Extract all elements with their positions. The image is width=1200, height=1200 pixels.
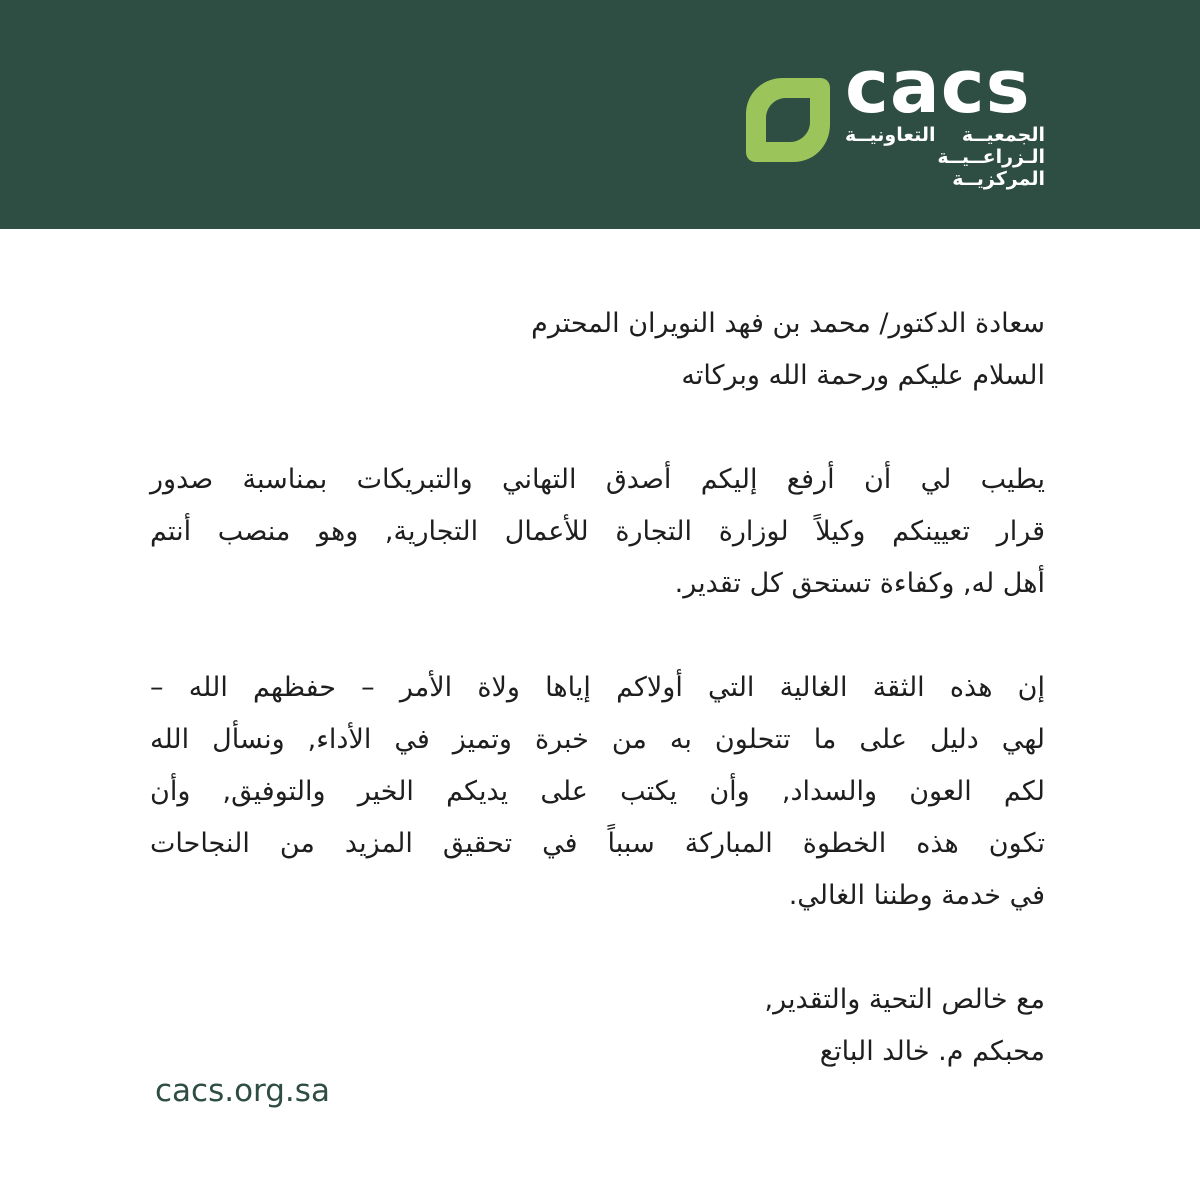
brand-name: cacs — [845, 44, 1031, 130]
brand-subtitle-line2: الـزراعــيــة المركزيــة — [937, 146, 1045, 190]
spacer — [150, 610, 1045, 662]
website-url: cacs.org.sa — [155, 1073, 330, 1109]
closing-line: مع خالص التحية والتقدير, — [764, 984, 1045, 1015]
paragraph-line: يطيب لي أن أرفع إليكم أصدق التهاني والتبريكات بمناسبة صدور — [150, 464, 1045, 495]
letter-body — [150, 298, 1045, 1078]
spacer — [150, 922, 1045, 974]
spacer — [150, 402, 1045, 454]
paragraph-line: في خدمة وطننا الغالي. — [788, 880, 1045, 911]
paragraph-line: لهي دليل على ما تتحلون به من خبرة وتميز في الأداء, ونسأل الله — [150, 724, 1045, 755]
paragraph-line: قرار تعيينكم وكيلاً لوزارة التجارة للأعمال التجارية, وهو منصب أنتم — [150, 516, 1045, 547]
paragraph-line: إن هذه الثقة الغالية التي أولاكم إياها ولاة الأمر – حفظهم الله – — [150, 672, 1045, 703]
leaf-ring-icon — [738, 70, 838, 170]
signature-line: محبكم م. خالد الباتع — [819, 1036, 1045, 1067]
header-banner — [0, 0, 1200, 229]
paragraph-congratulations — [150, 454, 1045, 610]
paragraph-wishes — [150, 662, 1045, 922]
brand-subtitle-line1: الجمعيــة التعاونيــة — [845, 124, 1045, 146]
greeting-line: السلام عليكم ورحمة الله وبركاته — [681, 360, 1045, 391]
paragraph-line: أهل له, وكفاءة تستحق كل تقدير. — [674, 568, 1045, 599]
logo-leaf-inner — [766, 98, 810, 142]
paragraph-line: لكم العون والسداد, وأن يكتب على يديكم الخير والتوفيق, وأن — [150, 776, 1045, 807]
paragraph-line: تكون هذه الخطوة المباركة سبباً في تحقيق المزيد من النجاحات — [150, 828, 1045, 859]
salutation-line: سعادة الدكتور/ محمد بن فهد النويران المحترم — [531, 308, 1045, 339]
